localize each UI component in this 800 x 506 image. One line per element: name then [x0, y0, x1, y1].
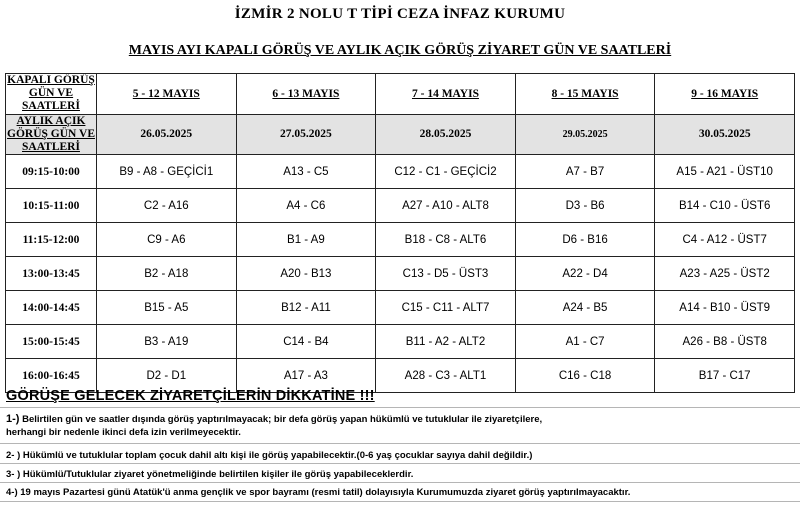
time-slot-row — [6, 155, 795, 189]
schedule-table — [5, 73, 795, 393]
ward-cell: C12 - C1 - GEÇİCİ2 — [376, 155, 516, 189]
notice-number: 2- ) — [6, 450, 21, 461]
ward-cell: B15 - A5 — [97, 291, 237, 325]
time-slot-row — [6, 257, 795, 291]
ward-cell: C16 - C18 — [515, 359, 655, 393]
week-header: 7 - 14 MAYIS — [376, 74, 516, 115]
notice-text: Belirtilen gün ve saatler dışında görüş yaptırılmayacak; bir defa görüş yapan hükümlü ve tutuklular ile ziyaretçilere, — [19, 414, 543, 425]
notice-item-4 — [6, 486, 630, 499]
ward-cell: C15 - C11 - ALT7 — [376, 291, 516, 325]
notice-text: 19 mayıs Pazartesi günü Atatük'ü anma gençlik ve spor bayramı (resmi tatil) dolayısıyla Kurumumuzda ziyaret görüş yaptırılmayacaktır. — [17, 487, 631, 498]
ward-cell: A23 - A25 - ÜST2 — [655, 257, 795, 291]
ward-cell: D2 - D1 — [97, 359, 237, 393]
page-title: İZMİR 2 NOLU T TİPİ CEZA İNFAZ KURUMU — [234, 6, 566, 22]
corner-closed-label: KAPALI GÖRÜŞ GÜN VE SAATLERİ — [7, 74, 95, 113]
notice-text: Hükümlü ve tutuklular toplam çocuk dahil altı kişi ile görüş yapabilecektir.(0-6 yaş çocuklar sayıya dahil değildir.) — [20, 450, 533, 461]
divider — [0, 407, 800, 408]
notice-title: GÖRÜŞE GELECEK ZİYARETÇİLERİN DİKKATİNE !!! — [6, 388, 375, 404]
notice-item-1 — [6, 413, 542, 439]
ward-cell: B9 - A8 - GEÇİCİ1 — [97, 155, 237, 189]
time-slot: 14:00-14:45 — [6, 291, 97, 325]
notice-text-continued: herhangi bir nedenle ikinci defa izin verilmeyecektir. — [6, 427, 241, 438]
open-visit-date: 28.05.2025 — [376, 114, 516, 155]
time-slot: 16:00-16:45 — [6, 359, 97, 393]
ward-cell: C14 - B4 — [236, 325, 376, 359]
ward-cell: C4 - A12 - ÜST7 — [655, 223, 795, 257]
page-subtitle: MAYIS AYI KAPALI GÖRÜŞ VE AYLIK AÇIK GÖRÜŞ ZİYARET GÜN VE SAATLERİ — [128, 43, 672, 58]
time-slot: 13:00-13:45 — [6, 257, 97, 291]
time-slot: 09:15-10:00 — [6, 155, 97, 189]
time-slot-row — [6, 291, 795, 325]
week-header: 8 - 15 MAYIS — [515, 74, 655, 115]
ward-cell: D6 - B16 — [515, 223, 655, 257]
ward-cell: A14 - B10 - ÜST9 — [655, 291, 795, 325]
header-row — [6, 74, 795, 115]
notice-text: Hükümlü/Tutuklular ziyaret yönetmeliğinde belirtilen kişiler ile görüş yapabileceklerdir. — [20, 469, 414, 480]
open-visit-date: 27.05.2025 — [236, 114, 376, 155]
ward-cell: A4 - C6 — [236, 189, 376, 223]
notice-number: 1-) — [6, 413, 20, 425]
ward-cell: B1 - A9 — [236, 223, 376, 257]
ward-cell: C13 - D5 - ÜST3 — [376, 257, 516, 291]
ward-cell: C2 - A16 — [97, 189, 237, 223]
divider — [0, 501, 800, 502]
ward-cell: A22 - D4 — [515, 257, 655, 291]
open-visit-date: 26.05.2025 — [97, 114, 237, 155]
notice-item-3 — [6, 468, 413, 481]
corner-open-label: AYLIK AÇIK GÖRÜŞ GÜN VE SAATLERİ — [7, 114, 95, 154]
open-visit-date: 29.05.2025 — [515, 114, 655, 155]
ward-cell: A13 - C5 — [236, 155, 376, 189]
ward-cell: A7 - B7 — [515, 155, 655, 189]
ward-cell: B17 - C17 — [655, 359, 795, 393]
ward-cell: B18 - C8 - ALT6 — [376, 223, 516, 257]
notice-number: 3- ) — [6, 469, 21, 480]
time-slot: 11:15-12:00 — [6, 223, 97, 257]
ward-cell: A24 - B5 — [515, 291, 655, 325]
ward-cell: C9 - A6 — [97, 223, 237, 257]
ward-cell: A20 - B13 — [236, 257, 376, 291]
time-slot: 10:15-11:00 — [6, 189, 97, 223]
ward-cell: B2 - A18 — [97, 257, 237, 291]
ward-cell: A17 - A3 — [236, 359, 376, 393]
week-header: 6 - 13 MAYIS — [236, 74, 376, 115]
ward-cell: B14 - C10 - ÜST6 — [655, 189, 795, 223]
ward-cell: D3 - B6 — [515, 189, 655, 223]
divider — [0, 443, 800, 444]
time-slot: 15:00-15:45 — [6, 325, 97, 359]
notice-item-2 — [6, 449, 532, 462]
date-row — [6, 114, 795, 155]
divider — [0, 463, 800, 464]
ward-cell: B11 - A2 - ALT2 — [376, 325, 516, 359]
ward-cell: B12 - A11 — [236, 291, 376, 325]
open-visit-date: 30.05.2025 — [655, 114, 795, 155]
ward-cell: B3 - A19 — [97, 325, 237, 359]
divider — [0, 482, 800, 483]
ward-cell: A26 - B8 - ÜST8 — [655, 325, 795, 359]
week-header: 5 - 12 MAYIS — [97, 74, 237, 115]
time-slot-row — [6, 223, 795, 257]
ward-cell: A27 - A10 - ALT8 — [376, 189, 516, 223]
ward-cell: A1 - C7 — [515, 325, 655, 359]
ward-cell: A28 - C3 - ALT1 — [376, 359, 516, 393]
time-slot-row — [6, 325, 795, 359]
week-header: 9 - 16 MAYIS — [655, 74, 795, 115]
time-slot-row — [6, 189, 795, 223]
ward-cell: A15 - A21 - ÜST10 — [655, 155, 795, 189]
notice-number: 4-) — [6, 487, 18, 498]
